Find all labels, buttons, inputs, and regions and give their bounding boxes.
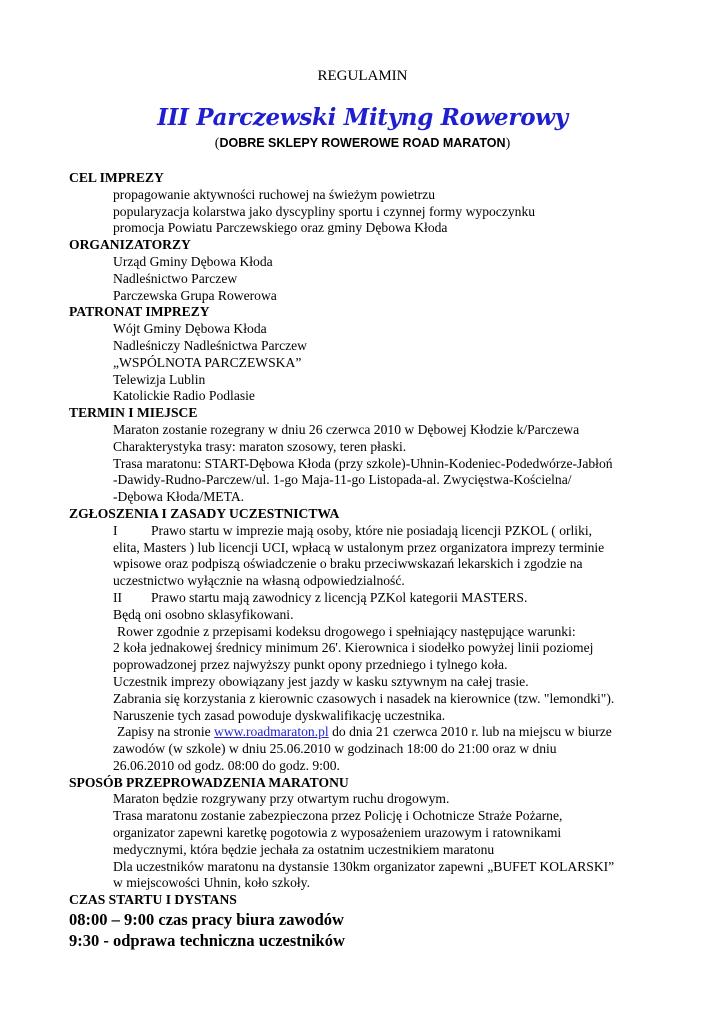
event-title: III Parczewski Mityng Rowerowy — [157, 104, 568, 131]
subtitle-text: DOBRE SKLEPY ROWEROWE ROAD MARATON — [219, 136, 506, 150]
patron-line: Katolickie Radio Podlasie — [113, 388, 255, 404]
section-heading-sposob: SPOSÓB PRZEPROWADZENIA MARATONU — [69, 774, 349, 790]
organizer-line: Parczewska Grupa Rowerowa — [113, 287, 277, 303]
registration-line: zawodów (w szkole) w dniu 25.06.2010 w godzinach 18:00 do 21:00 oraz w dniu — [113, 741, 557, 757]
section-heading-cel: CEL IMPREZY — [69, 170, 164, 185]
organizer-line: Nadleśnictwo Parczew — [113, 270, 238, 286]
paragraph-number: I — [113, 522, 118, 538]
rule-line: 2 koła jednakowej średnicy minimum 26'. Kierownica i siodełko powyżej linii poziomej — [113, 640, 594, 656]
registration-line: Zapisy na stronie www.roadmaraton.pl do dnia 21 czerwca 2010 r. lub na miejscu w biurze — [117, 724, 612, 740]
rule-line: Zabrania się korzystania z kierownic czasowych i nasadek na kierownice (tzw. "lemondki"). — [113, 690, 615, 706]
rule-line: Uczestnik imprezy obowiązany jest jazdy w kasku sztywnym na całej trasie. — [113, 673, 529, 689]
sposob-line: Trasa maratonu zostanie zabezpieczona przez Policję i Ochotnicze Straże Pożarne, — [113, 808, 563, 824]
cel-line: promocja Powiatu Parczewskiego oraz gminy Dębowa Kłoda — [113, 220, 448, 236]
termin-line: Charakterystyka trasy: maraton szosowy, teren płaski. — [113, 438, 407, 454]
registration-line: 26.06.2010 od godz. 08:00 do godz. 9:00. — [113, 757, 340, 773]
rule-line: Rower zgodnie z przepisami kodeksu drogowego i spełniający następujące warunki: — [117, 623, 576, 639]
termin-line: -Dębowa Kłoda/META. — [113, 489, 245, 505]
sposob-line: w miejscowości Uhnin, koło szkoły. — [113, 875, 310, 891]
section-heading-patronat: PATRONAT IMPREZY — [69, 304, 210, 320]
termin-line: Trasa maratonu: START-Dębowa Kłoda (przy szkole)-Uhnin-Kodeniec-Podedwórze-Jabłoń — [113, 455, 613, 471]
rule-line: wpisowe oraz podpiszą oświadczenie o braku przeciwwskazań lekarskich i zgodzie na — [113, 556, 583, 572]
section-heading-organizatorzy: ORGANIZATORZY — [69, 237, 191, 253]
schedule-line: 08:00 – 9:00 czas pracy biura zawodów — [69, 910, 344, 930]
rule-line: poprowadzonej przez najwyższy punkt opony przedniego i tylnego koła. — [113, 657, 508, 673]
rule-line: elita, Masters ) lub licencji UCI, wpłacą w ustalonym przez organizatora imprezy terminie — [113, 539, 605, 555]
termin-line: Maraton zostanie rozegrany w dniu 26 czerwca 2010 w Dębowej Kłodzie k/Parczewa — [113, 421, 580, 437]
patron-line: Nadleśniczy Nadleśnictwa Parczew — [113, 337, 308, 353]
sposob-line: organizator zapewni karetkę pogotowia z wyposażeniem urazowym i ratownikami — [113, 825, 562, 841]
sposob-line: Maraton będzie rozgrywany przy otwartym ruchu drogowym. — [113, 791, 450, 807]
rule-paragraph-1: I Prawo startu w imprezie mają osoby, które nie posiadają licencji PZKOL ( orliki, — [113, 522, 593, 538]
patron-line: Telewizja Lublin — [113, 371, 206, 387]
patron-line: Wójt Gminy Dębowa Kłoda — [113, 321, 267, 337]
section-heading-zgloszenia: ZGŁOSZENIA I ZASADY UCZESTNICTWA — [69, 505, 340, 521]
sposob-line: Dla uczestników maratonu na dystansie 130km organizator zapewni „BUFET KOLARSKI” — [113, 858, 615, 874]
cel-line: propagowanie aktywności ruchowej na świeżym powietrzu — [113, 186, 435, 202]
event-subtitle: (DOBRE SKLEPY ROWEROWE ROAD MARATON) — [214, 136, 511, 151]
document-label: REGULAMIN — [317, 68, 408, 84]
paragraph-number: II — [113, 589, 123, 605]
rule-line: Naruszenie tych zasad powoduje dyskwalifikację uczestnika. — [113, 707, 446, 723]
section-heading-czas: CZAS STARTU I DYSTANS — [69, 892, 237, 908]
schedule-line: 9:30 - odprawa techniczna uczestników — [69, 931, 345, 951]
rule-paragraph-2: II Prawo startu mają zawodnicy z licencją PZKol kategorii MASTERS. — [113, 589, 528, 605]
section-heading-termin: TERMIN I MIEJSCE — [69, 405, 198, 421]
regulations-body — [69, 170, 669, 951]
registration-link[interactable]: www.roadmaraton.pl — [214, 724, 329, 740]
rule-line: uczestnictwo wyłącznie na własną odpowiedzialność. — [113, 573, 405, 589]
sposob-line: medycznymi, która będzie jechała za ostatnim uczestnikiem maratonu — [113, 841, 495, 857]
patron-line: „WSPÓLNOTA PARCZEWSKA” — [113, 354, 302, 370]
rule-line: Będą oni osobno sklasyfikowani. — [113, 606, 294, 622]
organizer-line: Urząd Gminy Dębowa Kłoda — [113, 253, 273, 269]
cel-line: popularyzacja kolarstwa jako dyscypliny sportu i czynnej formy wypoczynku — [113, 203, 536, 219]
termin-line: -Dawidy-Rudno-Parczew/ul. 1-go Maja-11-go Listopada-al. Zwycięstwa-Kościelna/ — [113, 472, 572, 488]
